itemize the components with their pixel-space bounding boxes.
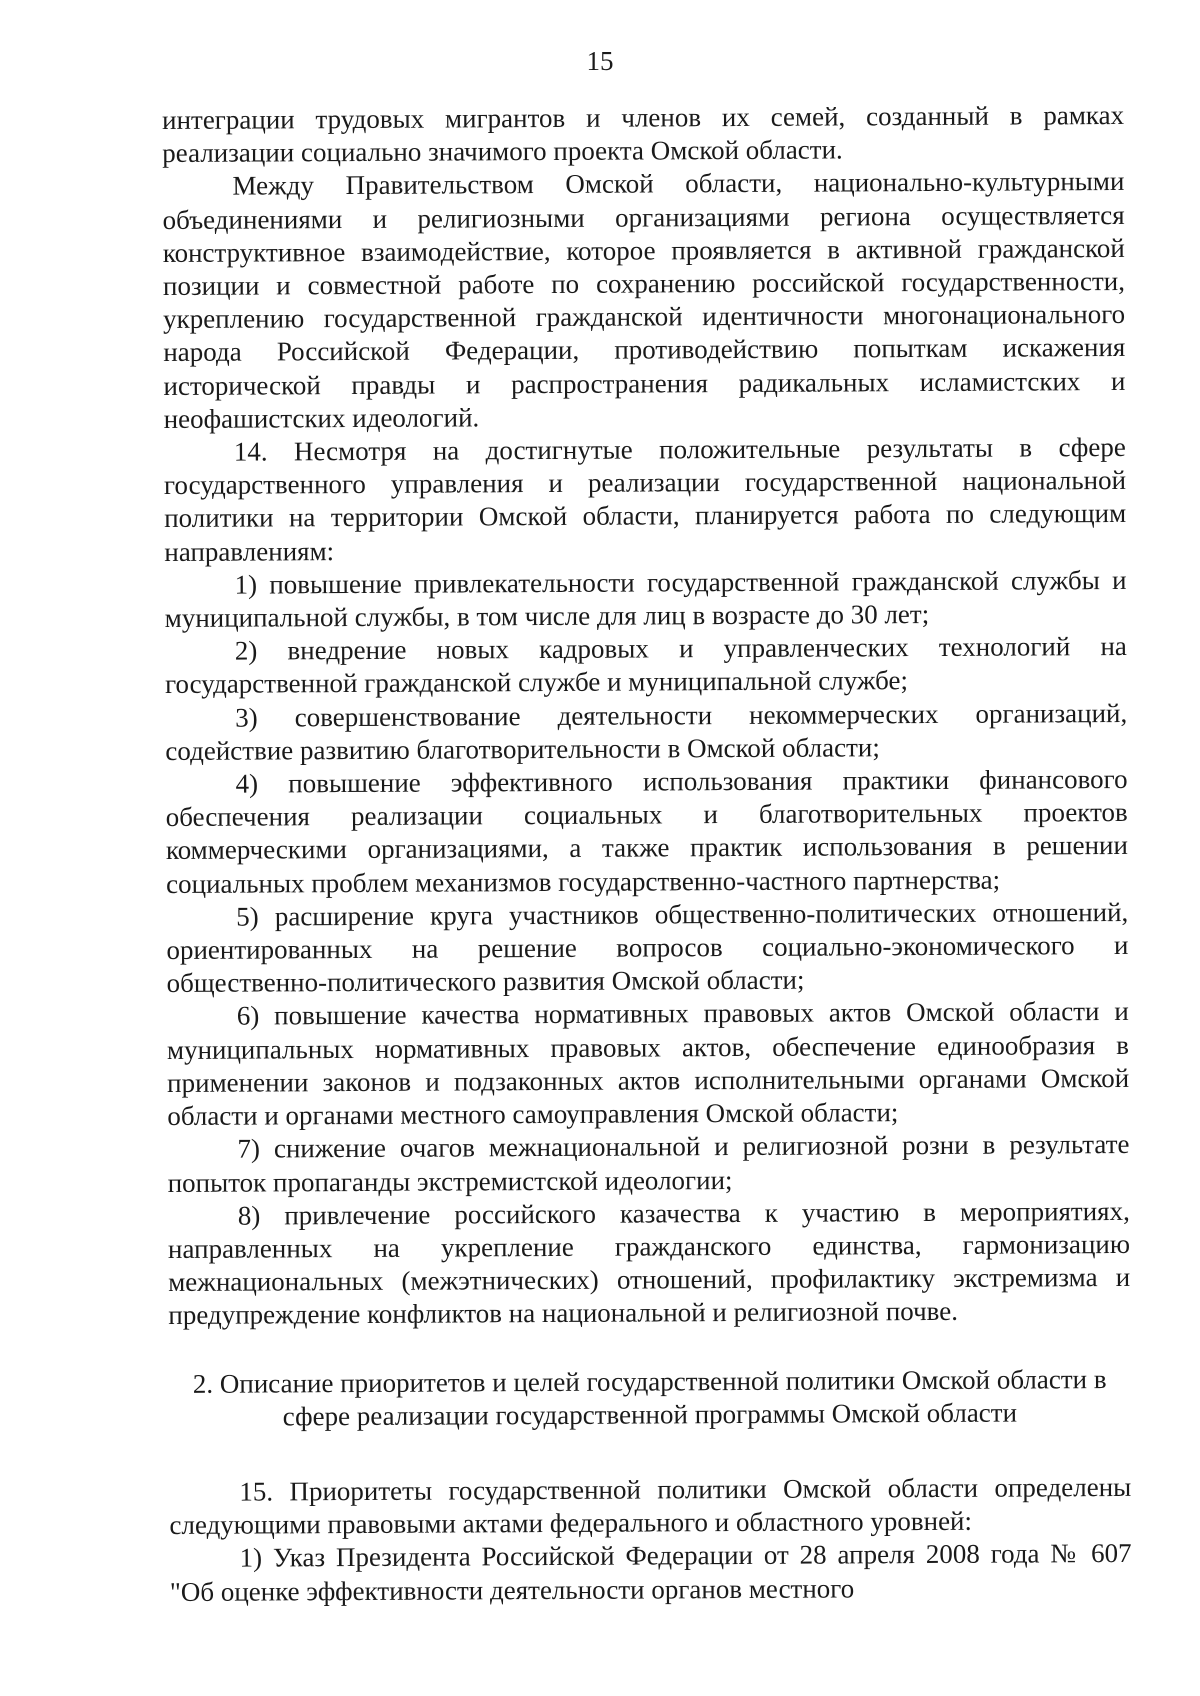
paragraph-14: 14. Несмотря на достигнутые положительные результаты в сфере государственного управления и реализации государственной национальной политики на территории Омской области, планируется работа по следующим направлениям: xyxy=(163,431,1127,567)
list-item-5: 5) расширение круга участников общественно-политических отношений, ориентированных на решение вопросов социально-экономического и общественно-политического развития Омской области; xyxy=(166,896,1129,999)
paragraph-15: 15. Приоритеты государственной политики Омской области определены следующими правовыми актами федерального и областного уровней: xyxy=(169,1471,1132,1541)
list-item-1: 1) повышение привлекательности государственной гражданской службы и муниципальной службы, в том числе для лиц в возрасте до 30 лет; xyxy=(164,564,1127,634)
list-item-4: 4) повышение эффективного использования практики финансового обеспечения реализации социальных и благотворительных проектов коммерческими организациями, а также практик использования в решении социальных проблем механизмов государственно-частного партнерства; xyxy=(165,764,1128,899)
list-item-7: 7) снижение очагов межнациональной и религиозной розни в результате попыток пропаганды экстремистской идеологии; xyxy=(167,1129,1130,1198)
page-number: 15 xyxy=(586,46,614,76)
paragraph-continuation: интеграции трудовых мигрантов и членов их семей, созданный в рамках реализации социально значимого проекта Омской области. xyxy=(162,99,1125,169)
list-item-6: 6) повышение качества нормативных правовых актов Омской области и муниципальных нормативных правовых актов, обеспечение единообразия в применении законов и подзаконных актов исполнительными органами Омской области и органами местного самоуправления Омской области; xyxy=(166,996,1130,1132)
list-item-decree-1: 1) Указ Президента Российской Федерации от 28 апреля 2008 года № 607 "Об оценке эффективности деятельности органов местного xyxy=(169,1538,1132,1607)
section-heading: 2. Описание приоритетов и целей государственной политики Омской области в сфере реализации государственной программы Омской области xyxy=(192,1363,1107,1432)
list-item-2: 2) внедрение новых кадровых и управленческих технологий на государственной гражданской службе и муниципальной службе; xyxy=(164,631,1127,700)
document-body xyxy=(162,99,1132,1609)
list-item-3: 3) совершенствование деятельности некоммерческих организаций, содействие развитию благотворительности в Омской области; xyxy=(165,697,1128,766)
paragraph-interaction: Между Правительством Омской области, национально-культурными объединениями и религиозными организациями региона осуществляется конструктивное взаимодействие, которое проявляется в активной гражданской позиции и совместной работе по сохранению российской государственности, укреплению государственной гражданской идентичности многонационального народа Российской Федерации, противодействию попыткам искажения исторической правды и распространения радикальных исламистских и неофашистских идеологий. xyxy=(162,166,1126,434)
list-item-8: 8) привлечение российского казачества к участию в мероприятиях, направленных на укрепление гражданского единства, гармонизацию межнациональных (межэтнических) отношений, профилактику экстремизма и предупреждение конфликтов на национальной и религиозной почве. xyxy=(167,1195,1131,1331)
